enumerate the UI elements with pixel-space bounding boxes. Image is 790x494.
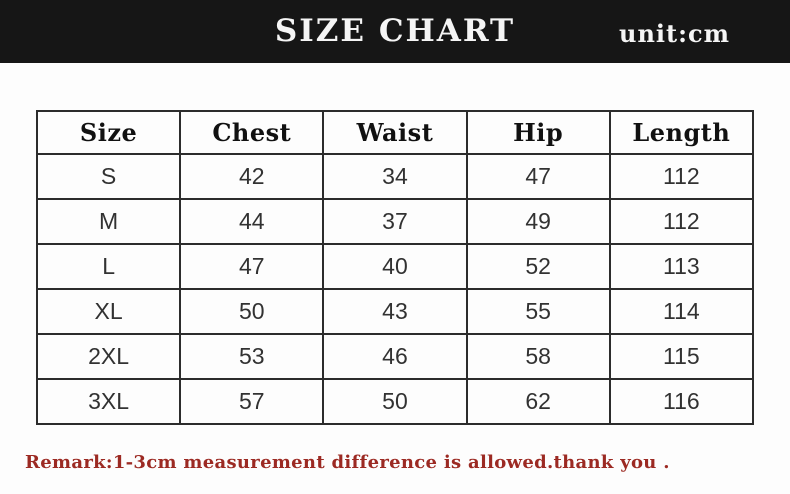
table-row-2xl	[37, 334, 753, 379]
length-cell: 113	[610, 244, 753, 289]
chest-cell: 57	[180, 379, 323, 424]
waist-cell: 34	[323, 154, 466, 199]
waist-cell: 46	[323, 334, 466, 379]
size-cell: XL	[37, 289, 180, 334]
waist-cell: 40	[323, 244, 466, 289]
hip-cell: 49	[467, 199, 610, 244]
table-row-3xl	[37, 379, 753, 424]
length-cell: 112	[610, 154, 753, 199]
waist-cell: 37	[323, 199, 466, 244]
size-cell: L	[37, 244, 180, 289]
length-cell: 115	[610, 334, 753, 379]
hip-cell: 52	[467, 244, 610, 289]
hip-cell: 58	[467, 334, 610, 379]
remark-text: Remark:1-3cm measurement difference is allowed.thank you .	[25, 452, 670, 473]
size-cell: 3XL	[37, 379, 180, 424]
page-title: SIZE CHART	[274, 13, 516, 49]
table-row-s	[37, 154, 753, 199]
length-cell: 112	[610, 199, 753, 244]
column-header-size: Size	[37, 111, 180, 154]
size-cell: 2XL	[37, 334, 180, 379]
chest-cell: 47	[180, 244, 323, 289]
column-header-chest: Chest	[180, 111, 323, 154]
chest-cell: 50	[180, 289, 323, 334]
hip-cell: 55	[467, 289, 610, 334]
table-row-xl	[37, 289, 753, 334]
header-bar	[0, 0, 790, 63]
waist-cell: 43	[323, 289, 466, 334]
length-cell: 114	[610, 289, 753, 334]
table-header-row	[37, 111, 753, 154]
chest-cell: 44	[180, 199, 323, 244]
hip-cell: 62	[467, 379, 610, 424]
unit-label: unit:cm	[619, 19, 730, 48]
table-row-l	[37, 244, 753, 289]
column-header-waist: Waist	[323, 111, 466, 154]
chest-cell: 53	[180, 334, 323, 379]
size-table	[36, 110, 754, 425]
length-cell: 116	[610, 379, 753, 424]
size-cell: M	[37, 199, 180, 244]
column-header-hip: Hip	[467, 111, 610, 154]
size-cell: S	[37, 154, 180, 199]
column-header-length: Length	[610, 111, 753, 154]
waist-cell: 50	[323, 379, 466, 424]
hip-cell: 47	[467, 154, 610, 199]
table-row-m	[37, 199, 753, 244]
chest-cell: 42	[180, 154, 323, 199]
